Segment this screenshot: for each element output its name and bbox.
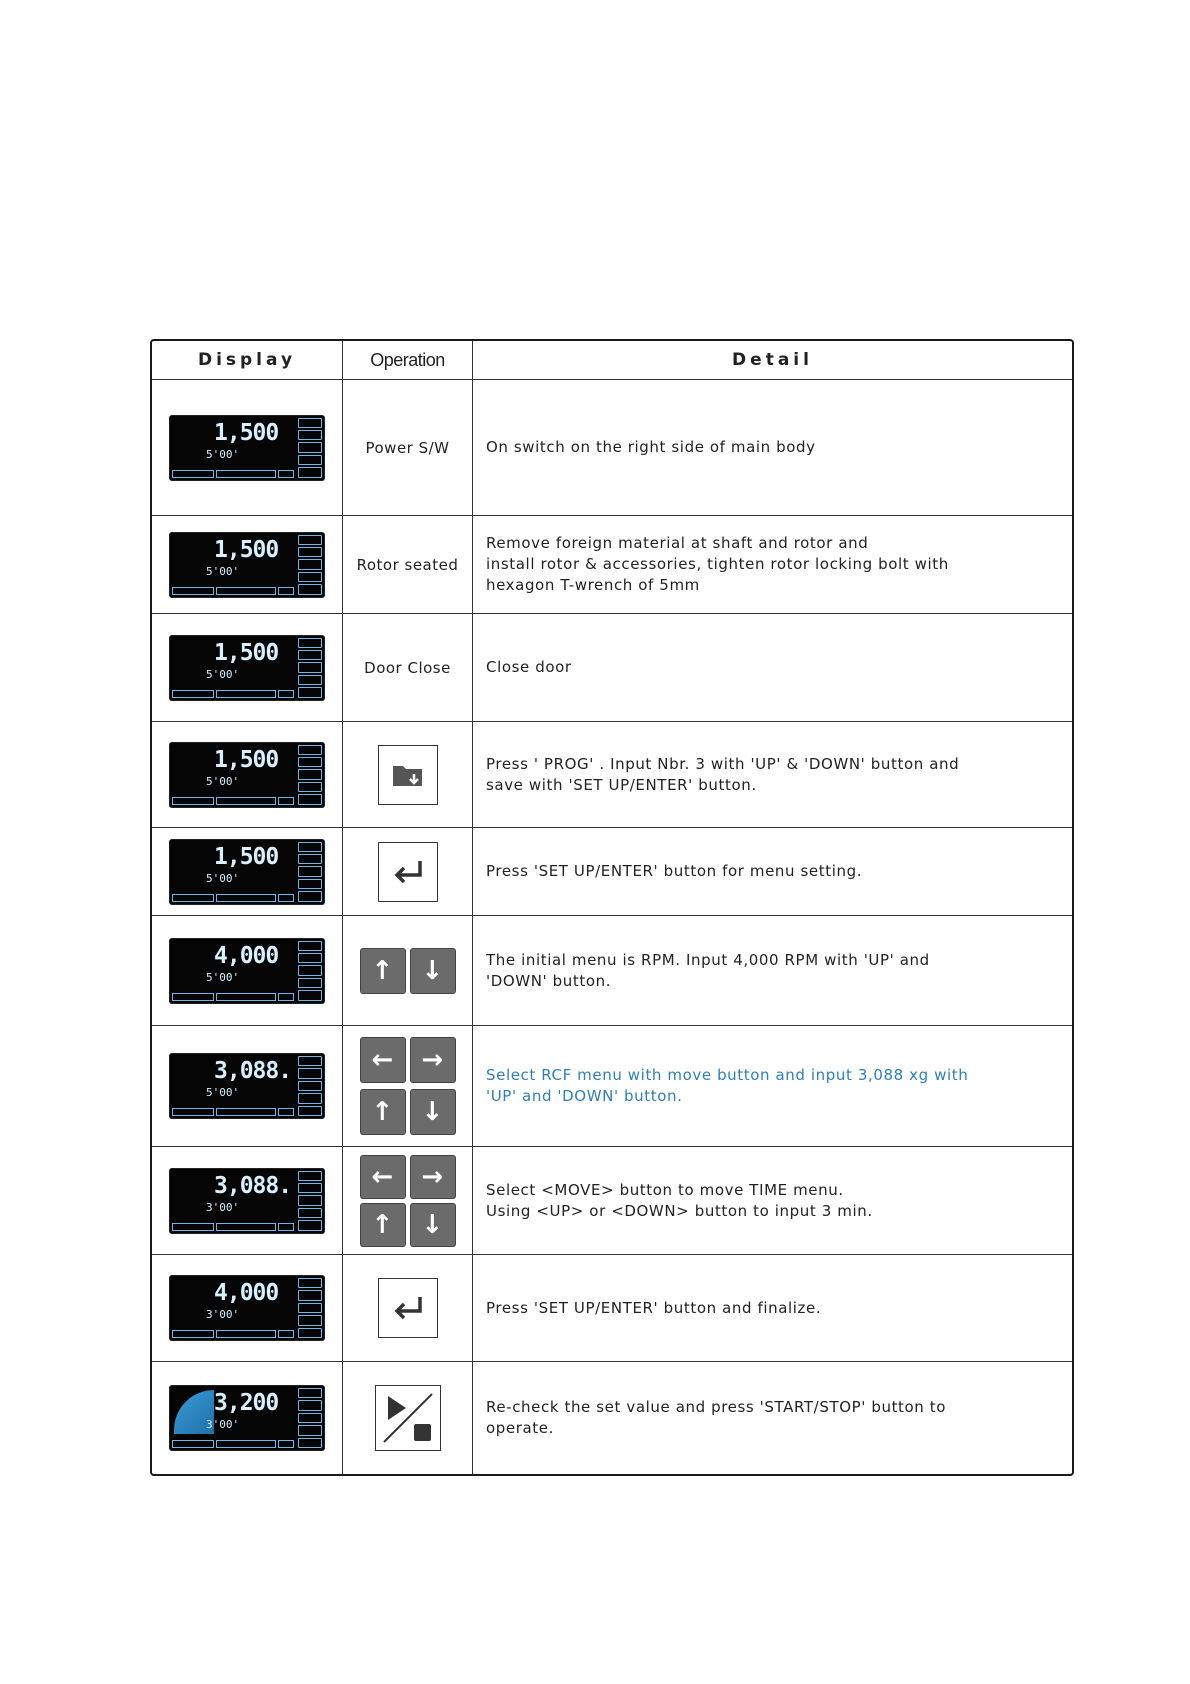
set-up-enter-button[interactable] xyxy=(378,1278,438,1338)
display-cell xyxy=(152,1255,342,1361)
prog-icon xyxy=(390,760,426,790)
right-arrow-icon[interactable]: → xyxy=(410,1155,456,1199)
table-row xyxy=(152,827,1072,915)
lcd-display xyxy=(170,840,324,904)
lcd-side-indicators xyxy=(298,745,322,805)
table-row xyxy=(152,721,1072,827)
detail-cell: Press 'SET UP/ENTER' button and finalize. xyxy=(472,1255,1072,1361)
lcd-main-value: 1,500 xyxy=(214,639,279,666)
table-row xyxy=(152,613,1072,721)
detail-cell: Select RCF menu with move button and input 3,088 xg with 'UP' and 'DOWN' button. xyxy=(472,1026,1072,1146)
lcd-side-indicators xyxy=(298,1388,322,1448)
table-row xyxy=(152,379,1072,515)
header-detail: Detail xyxy=(472,341,1072,379)
lcd-bottom-bar xyxy=(172,690,294,698)
detail-cell: Press 'SET UP/ENTER' button for menu setting. xyxy=(472,828,1072,915)
lcd-bottom-bar xyxy=(172,587,294,595)
lcd-side-indicators xyxy=(298,1056,322,1116)
operation-cell: Power S/W xyxy=(342,380,472,515)
lcd-display xyxy=(170,416,324,480)
up-down-keys xyxy=(360,948,456,994)
lcd-bottom-bar xyxy=(172,894,294,902)
lcd-display xyxy=(170,1169,324,1233)
operation-cell: Rotor seated xyxy=(342,516,472,613)
lcd-side-indicators xyxy=(298,842,322,902)
lcd-main-value: 3,088. xyxy=(214,1172,292,1199)
start-stop-button[interactable] xyxy=(375,1385,441,1451)
lcd-time-value: 3'00' xyxy=(206,1200,240,1214)
lcd-time-value: 5'00' xyxy=(206,871,240,885)
lcd-display xyxy=(170,1054,324,1118)
start-stop-icon xyxy=(378,1388,438,1448)
lcd-time-value: 5'00' xyxy=(206,774,240,788)
lcd-bottom-bar xyxy=(172,1330,294,1338)
lcd-display xyxy=(170,743,324,807)
lcd-main-value: 4,000 xyxy=(214,1280,279,1306)
display-cell xyxy=(152,380,342,515)
display-cell xyxy=(152,916,342,1025)
operation-cell xyxy=(342,1362,472,1474)
detail-cell: Re-check the set value and press 'START/STOP' button to operate. xyxy=(472,1362,1072,1474)
lcd-display xyxy=(170,1276,324,1340)
down-arrow-icon[interactable]: ↓ xyxy=(410,1203,456,1247)
lcd-bottom-bar xyxy=(172,797,294,805)
lcd-main-value: 3,200 xyxy=(214,1390,279,1416)
header-display: Display xyxy=(197,350,297,370)
up-arrow-icon[interactable]: ↑ xyxy=(360,1089,406,1135)
operation-cell xyxy=(342,1255,472,1361)
display-cell xyxy=(152,1026,342,1146)
operation-cell xyxy=(342,1026,472,1146)
display-cell xyxy=(152,828,342,915)
lcd-time-value: 5'00' xyxy=(206,1086,240,1099)
lcd-side-indicators xyxy=(298,1171,322,1231)
move-up-down-keys xyxy=(360,1037,456,1135)
lcd-display xyxy=(170,1386,324,1450)
lcd-main-value: 1,500 xyxy=(214,746,279,773)
lcd-display xyxy=(170,636,324,700)
down-arrow-icon[interactable]: ↓ xyxy=(410,1089,456,1135)
lcd-main-value: 3,088. xyxy=(214,1058,292,1084)
detail-cell: Press ' PROG' . Input Nbr. 3 with 'UP' & 'DOWN' button and save with 'SET UP/ENTER' button. xyxy=(472,722,1072,827)
operation-cell xyxy=(342,1147,472,1254)
table-row xyxy=(152,1361,1072,1474)
lcd-main-value: 1,500 xyxy=(214,419,279,446)
lcd-time-value: 5'00' xyxy=(206,667,240,681)
lcd-side-indicators xyxy=(298,638,322,698)
procedure-table xyxy=(150,339,1074,1476)
enter-icon xyxy=(390,857,426,887)
move-up-down-keys xyxy=(360,1155,456,1247)
lcd-bottom-bar xyxy=(172,993,294,1001)
up-arrow-icon[interactable]: ↑ xyxy=(360,948,406,994)
up-arrow-icon[interactable]: ↑ xyxy=(360,1203,406,1247)
operation-cell xyxy=(342,916,472,1025)
lcd-bottom-bar xyxy=(172,1440,294,1448)
lcd-side-indicators xyxy=(298,1278,322,1338)
detail-cell: Select <MOVE> button to move TIME menu. Using <UP> or <DOWN> button to input 3 min. xyxy=(472,1147,1072,1254)
table-row xyxy=(152,515,1072,613)
detail-cell: On switch on the right side of main body xyxy=(472,380,1072,515)
display-cell xyxy=(152,1147,342,1254)
header-operation: Operation xyxy=(342,341,472,379)
right-arrow-icon[interactable]: → xyxy=(410,1037,456,1083)
lcd-main-value: 1,500 xyxy=(214,536,279,563)
table-row xyxy=(152,1254,1072,1361)
lcd-time-value: 5'00' xyxy=(206,564,240,578)
operation-cell xyxy=(342,722,472,827)
lcd-time-value: 5'00' xyxy=(206,447,240,461)
down-arrow-icon[interactable]: ↓ xyxy=(410,948,456,994)
table-row xyxy=(152,1146,1072,1254)
lcd-time-value: 3'00' xyxy=(206,1308,240,1321)
left-arrow-icon[interactable]: ← xyxy=(360,1037,406,1083)
lcd-bottom-bar xyxy=(172,1108,294,1116)
left-arrow-icon[interactable]: ← xyxy=(360,1155,406,1199)
detail-cell: Close door xyxy=(472,614,1072,721)
lcd-bottom-bar xyxy=(172,470,294,478)
display-cell xyxy=(152,614,342,721)
display-cell xyxy=(152,722,342,827)
operation-cell xyxy=(342,828,472,915)
lcd-side-indicators xyxy=(298,418,322,478)
table-row xyxy=(152,915,1072,1025)
lcd-side-indicators xyxy=(298,941,322,1001)
lcd-main-value: 4,000 xyxy=(214,942,279,969)
display-cell xyxy=(152,516,342,613)
set-up-enter-button[interactable] xyxy=(378,842,438,902)
lcd-side-indicators xyxy=(298,535,322,595)
lcd-display xyxy=(170,939,324,1003)
lcd-bottom-bar xyxy=(172,1223,294,1231)
enter-icon xyxy=(390,1293,426,1323)
lcd-main-value: 1,500 xyxy=(214,843,279,870)
table-header xyxy=(152,341,1072,379)
operation-cell: Door Close xyxy=(342,614,472,721)
detail-cell: The initial menu is RPM. Input 4,000 RPM with 'UP' and 'DOWN' button. xyxy=(472,916,1072,1025)
display-cell xyxy=(152,1362,342,1474)
detail-cell: Remove foreign material at shaft and rotor and install rotor & accessories, tighten rotor locking bolt with hexagon T-wrench of 5mm xyxy=(472,516,1072,613)
lcd-time-value: 3'00' xyxy=(206,1418,240,1431)
lcd-display xyxy=(170,533,324,597)
lcd-time-value: 5'00' xyxy=(206,970,240,984)
table-row xyxy=(152,1025,1072,1146)
prog-button[interactable] xyxy=(378,745,438,805)
